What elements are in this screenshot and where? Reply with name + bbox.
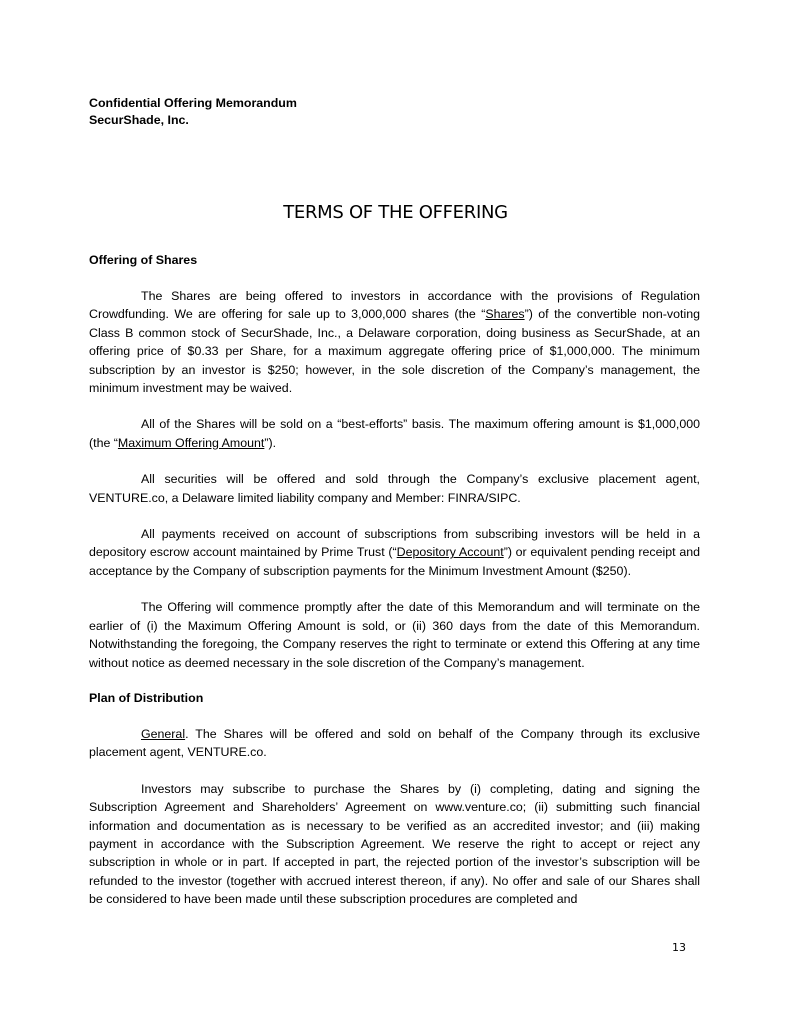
- text-run: ”) of the convertible non-voting Class B common stock of SecurShade, Inc., a Delaware corporation, doing business as SecurShade, at an offering price of $0.33 per Share, for a maximum aggregate offering price of $1,000,000. The minimum subscription by an investor is $250; however, in the sole discretion of the Company’s management, the minimum investment may be waived.: [89, 307, 700, 396]
- text-run: All of the Shares will be sold on a “best-efforts” basis. The maximum offering amount is $1,000,000 (the “: [89, 417, 700, 450]
- section-heading-distribution: Plan of Distribution: [89, 690, 204, 705]
- text-run: All payments received on account of subscriptions from subscribing investors will be held in a depository escrow account maintained by Prime Trust (“: [89, 527, 700, 560]
- text-run: The Shares are being offered to investors in accordance with the provisions of Regulation Crowdfunding. We are offering for sale up to 3,000,000 shares (the “: [89, 289, 700, 322]
- page-title: TERMS OF THE OFFERING: [283, 202, 508, 223]
- paragraph-offering-intro: [89, 287, 700, 397]
- defined-term-maximum-offering-amount: Maximum Offering Amount: [117, 435, 265, 450]
- paragraph-placement-agent: All securities will be offered and sold through the Company’s exclusive placement agent, VENTURE.co, a Delaware limited liability company and Member: FINRA/SIPC.: [89, 472, 700, 505]
- document-body: [89, 252, 700, 909]
- header-company-name: SecurShade, Inc.: [89, 113, 189, 127]
- paragraph-escrow: [89, 525, 700, 580]
- page-number: 13: [672, 941, 686, 954]
- text-run: ”) or equivalent pending receipt and acceptance by the Company of subscription payments for the Minimum Investment Amount ($250).: [89, 545, 700, 578]
- text-run: ”).: [264, 435, 277, 450]
- document-header: [89, 95, 297, 129]
- text-run: . The Shares will be offered and sold on behalf of the Company through its exclusive placement agent, VENTURE.co.: [89, 726, 700, 760]
- defined-term-general: General: [141, 726, 186, 741]
- paragraph-offering-term: The Offering will commence promptly after the date of this Memorandum and will terminate on the earlier of (i) the Maximum Offering Amount is sold, or (ii) 360 days from the date of this Memorandum. Notwithstanding the foregoing, the Company reserves the right to terminate or extend this Offering at any time without notice as deemed necessary in the sole discretion of the Company’s management.: [89, 600, 700, 670]
- section-heading-offering: Offering of Shares: [89, 253, 198, 267]
- paragraph-best-efforts: [89, 415, 700, 452]
- defined-term-depository-account: Depository Account: [396, 545, 504, 560]
- defined-term-shares: Shares: [485, 307, 525, 322]
- paragraph-subscription-procedure: Investors may subscribe to purchase the Shares by (i) completing, dating and signing the Subscription Agreement and Shareholders’ Agreement on www.venture.co; (ii) submitting such financial information and documentation as is necessary to be verified as an accredited investor; and (iii) making payment in accordance with the Subscription Agreement. We reserve the right to accept or reject any subscription in whole or in part. If accepted in part, the rejected portion of the investor’s subscription will be refunded to the investor (together with accrued interest thereon, if any). No offer and sale of our Shares shall be considered to have been made until these subscription procedures are completed and: [89, 781, 700, 907]
- header-memorandum-title: Confidential Offering Memorandum: [89, 96, 297, 110]
- paragraph-distribution-general: [89, 725, 700, 762]
